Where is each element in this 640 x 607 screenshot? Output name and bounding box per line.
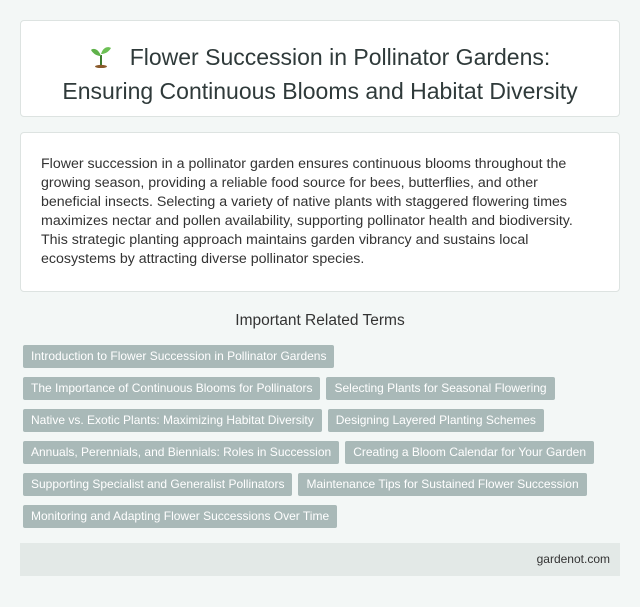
related-term-tag[interactable]: The Importance of Continuous Blooms for Pollinators [23, 377, 320, 400]
related-term-tag[interactable]: Monitoring and Adapting Flower Successions Over Time [23, 505, 337, 528]
related-term-tag[interactable]: Maintenance Tips for Sustained Flower Succession [298, 473, 586, 496]
sprout-icon [90, 44, 112, 76]
related-term-tag[interactable]: Introduction to Flower Succession in Pollinator Gardens [23, 345, 334, 368]
related-term-tag[interactable]: Supporting Specialist and Generalist Pollinators [23, 473, 292, 496]
intro-paragraph: Flower succession in a pollinator garden ensures continuous blooms throughout the growing season, providing a reliable food source for bees, butterflies, and other beneficial insects. Selecting a variety of native plants with staggered flowering times maximizes nectar and pollen availability, supporting pollinator health and biodiversity. This strategic planting approach maintains garden vibrancy and sustains local ecosystems by attracting diverse pollinator species. [41, 156, 573, 267]
intro-card [20, 132, 620, 292]
page-title [21, 42, 619, 107]
related-term-tag[interactable]: Creating a Bloom Calendar for Your Garden [345, 441, 594, 464]
page-title-text: Flower Succession in Pollinator Gardens: Ensuring Continuous Blooms and Habitat Diversity [62, 44, 578, 104]
related-terms-list [23, 345, 623, 528]
related-term-tag[interactable]: Selecting Plants for Seasonal Flowering [326, 377, 554, 400]
related-terms-heading: Important Related Terms [235, 312, 405, 329]
related-term-tag[interactable]: Annuals, Perennials, and Biennials: Roles in Succession [23, 441, 339, 464]
title-card [20, 20, 620, 117]
related-term-tag[interactable]: Designing Layered Planting Schemes [328, 409, 544, 432]
footer [20, 543, 620, 576]
related-term-tag[interactable]: Native vs. Exotic Plants: Maximizing Habitat Diversity [23, 409, 322, 432]
footer-site-link[interactable]: gardenot.com [536, 552, 610, 566]
